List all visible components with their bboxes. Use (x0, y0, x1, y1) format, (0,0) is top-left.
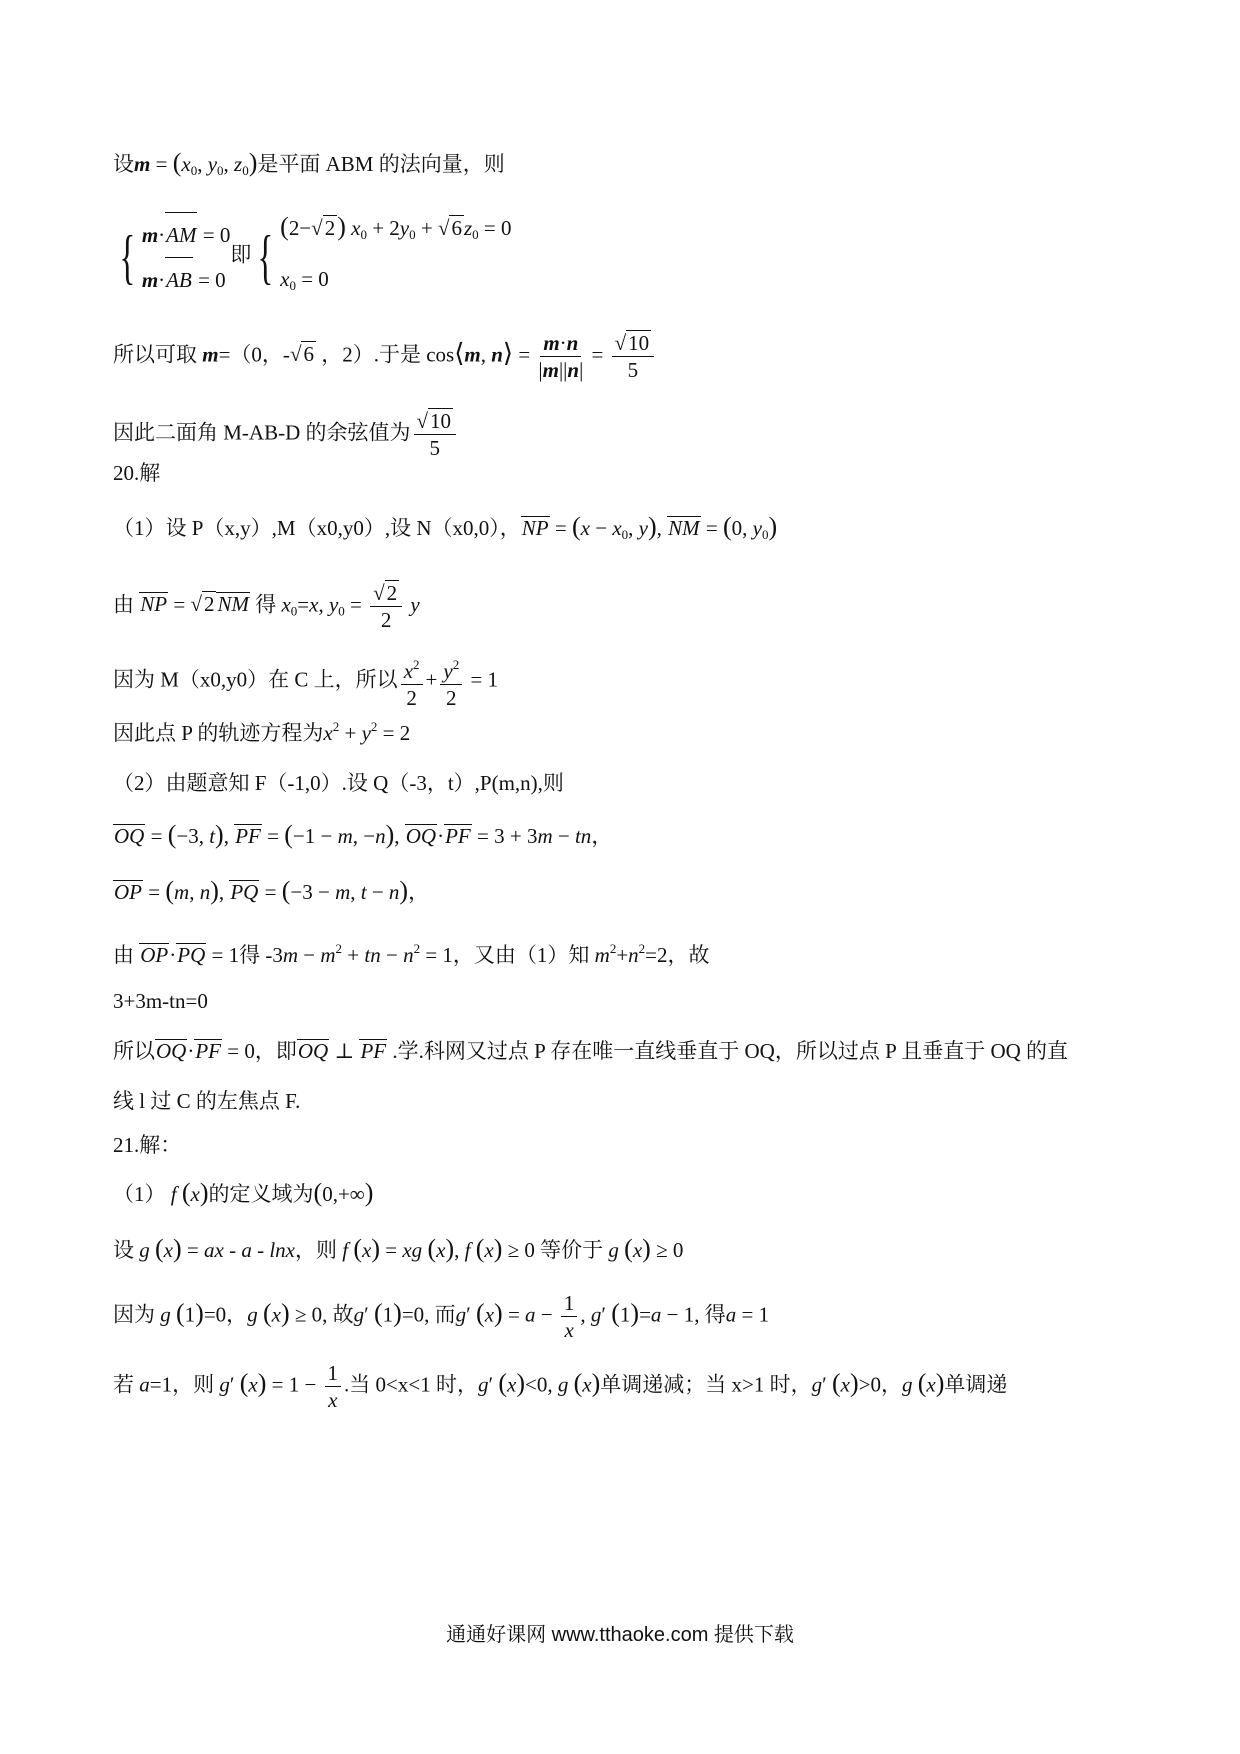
line-focus-conclusion: 线 l 过 C 的左焦点 F. (113, 1089, 301, 1113)
line-perpendicular-conclusion: 所以OQ·PF = 0，即OQ ⊥ PF .学.科网又过点 P 存在唯一直线垂直于 OQ，所以过点 P 且垂直于 OQ 的直 (113, 1039, 1069, 1063)
line-vector-relation: 由 NP = √2 NM 得 $x_0=x$, $y_0$ = $\frac{√2}{2}$ y (113, 581, 420, 632)
line-locus-equation: 因此点 P 的轨迹方程为$x^2 + y^2 = 2$ (113, 719, 411, 745)
line-g-definition: 设 g (x) = ax - a - lnx，则 f (x) = xg (x), f (x) ≥ 0 等价于 g (x) ≥ 0 (113, 1234, 684, 1263)
line-domain: （1） f (x)的定义域为(0,+∞) (113, 1178, 374, 1207)
line-q20-part2-setup: （2）由题意知 F（-1,0）.设 Q（-3，t）,P(m,n),则 (113, 771, 564, 795)
line-op-pq-vectors: OP = (m, n), PQ = (−3 − m, t − n)， (114, 876, 430, 905)
line-derivative-condition: 因为 g (1)=0，g (x) ≥ 0, 故g′ (1)=0, 而g′ (x) = a − $\frac{1}{x}$ , g′ (1)=a − 1, 得a = 1 (113, 1291, 770, 1342)
line-equation-system: { m·AM = 0 m·AB = 0 即 { (2−√2) $x_0 + 2y_0 + √6z_0 = 0$ $x_0 = 0$ (113, 205, 512, 308)
line-q21-heading: 21.解： (113, 1133, 182, 1157)
line-monotonicity: 若 a=1，则 g′ (x) = 1 − $\frac{1}{x}$ .当 0<x<1 时，g′ (x)<0, g (x)单调递减；当 x>1 时，g′ (x)>0，g (x)单调递 (113, 1361, 1008, 1412)
line-oq-pf-vectors: OQ = (−3, t), PF = (−1 − m, −n), OQ·PF = 3 + 3m − tn， (114, 820, 613, 849)
line-dihedral-angle: 因此二面角 M-AB-D 的余弦值为 $\frac{√10}{5}$ (113, 408, 459, 461)
page-footer: 通通好课网 www.tthaoke.com 提供下载 (446, 1624, 794, 1646)
line-q20-heading: 20.解 (113, 461, 161, 485)
line-dot-product-condition: 由 OP·PQ = 1得 $-3m - m^2$ + tn − $n^2 = 1$，又由（1）知 $m^2+n^2=2$，故 (113, 941, 710, 967)
line-normal-vector: 设$m = (x_0$, $y_0$, $z_0$)是平面 ABM 的法向量，则 (113, 148, 505, 178)
line-cos-value: 所以可取 m=（0，-√6 ，2）.于是 cos⟨m, n⟩ = $\frac{m\cdot n}{|m||n|}$ = $\frac{√10}{5}$ (113, 330, 657, 383)
line-ellipse-substitution: 因为 M（x0,y0）在 C 上，所以 $\frac{x^2}{2}$ + $\frac{y^2}{2}$ = 1 (113, 652, 498, 711)
line-q20-part1-setup: （1）设 P（x,y）,M（x0,y0）,设 N（x0,0），NP = ($x - x_0$, y), NM = (0, $y_0$) (113, 512, 778, 542)
line-simplified-result: 3+3m-tn=0 (113, 989, 208, 1013)
